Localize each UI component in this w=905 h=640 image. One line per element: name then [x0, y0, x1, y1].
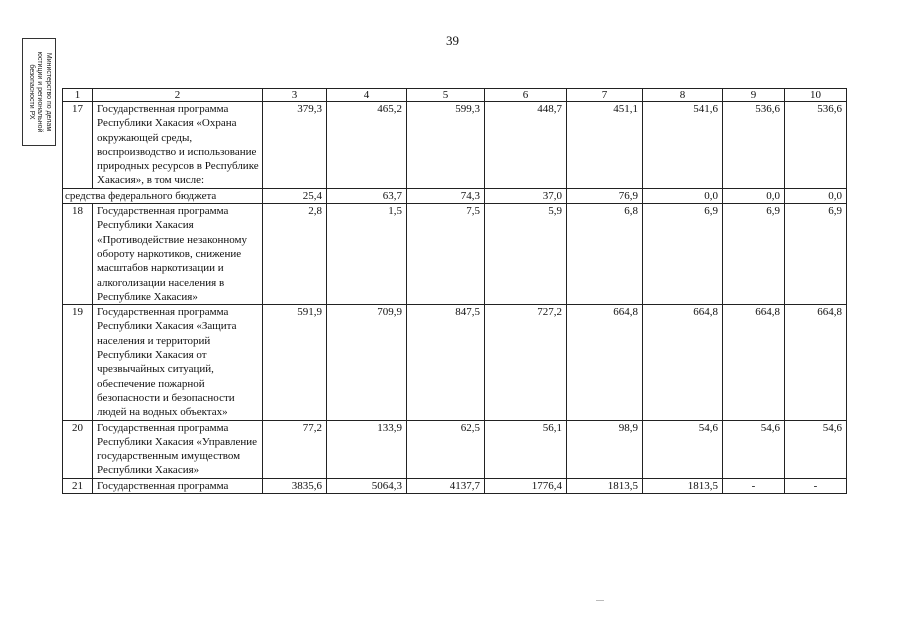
value-cell: 727,2 — [485, 305, 567, 420]
table-row — [63, 478, 847, 493]
value-cell: 1813,5 — [567, 478, 643, 493]
row-number: 17 — [63, 102, 93, 189]
page-number: 39 — [446, 33, 459, 48]
budget-table — [62, 88, 847, 494]
program-name: Государственная программа — [93, 478, 263, 493]
value-cell: 599,3 — [407, 102, 485, 189]
value-cell: 6,8 — [567, 204, 643, 305]
value-cell: 541,6 — [643, 102, 723, 189]
program-name: средства федерального бюджета — [63, 188, 263, 203]
value-cell: 664,8 — [785, 305, 847, 420]
row-number: 18 — [63, 204, 93, 305]
program-name: Государственная программа Республики Хакасия «Защита населения и территорий Республики Хакасия от чрезвычайных ситуаций, обеспечение пожарной безопасности и безопасности людей на водных объектах» — [93, 305, 263, 420]
row-number: 20 — [63, 420, 93, 478]
value-cell: 54,6 — [785, 420, 847, 478]
value-cell: 451,1 — [567, 102, 643, 189]
registration-stamp — [22, 38, 56, 146]
value-cell: 54,6 — [643, 420, 723, 478]
column-header: 1 — [63, 89, 93, 102]
value-cell: 536,6 — [785, 102, 847, 189]
scan-mark — [596, 600, 604, 601]
value-cell: 54,6 — [723, 420, 785, 478]
value-cell: 3835,6 — [263, 478, 327, 493]
column-header: 6 — [485, 89, 567, 102]
header-row — [63, 89, 847, 102]
value-cell: 6,9 — [785, 204, 847, 305]
value-cell: 76,9 — [567, 188, 643, 203]
stamp-text: Министерство по делам юстиции и региональной безопасности РХ — [27, 51, 52, 133]
row-number: 21 — [63, 478, 93, 493]
column-header: 2 — [93, 89, 263, 102]
value-cell: 98,9 — [567, 420, 643, 478]
table-row — [63, 188, 847, 203]
value-cell: 0,0 — [785, 188, 847, 203]
column-header: 9 — [723, 89, 785, 102]
value-cell: 379,3 — [263, 102, 327, 189]
table-row — [63, 305, 847, 420]
value-cell: 847,5 — [407, 305, 485, 420]
value-cell: 465,2 — [327, 102, 407, 189]
value-cell: 0,0 — [723, 188, 785, 203]
column-header: 7 — [567, 89, 643, 102]
value-cell: 63,7 — [327, 188, 407, 203]
value-cell: 536,6 — [723, 102, 785, 189]
column-header: 8 — [643, 89, 723, 102]
value-cell: 5064,3 — [327, 478, 407, 493]
table-row — [63, 102, 847, 189]
value-cell: 133,9 — [327, 420, 407, 478]
value-cell: 74,3 — [407, 188, 485, 203]
value-cell: - — [723, 478, 785, 493]
column-header: 5 — [407, 89, 485, 102]
value-cell: 77,2 — [263, 420, 327, 478]
value-cell: 0,0 — [643, 188, 723, 203]
value-cell: - — [785, 478, 847, 493]
value-cell: 664,8 — [723, 305, 785, 420]
column-header: 10 — [785, 89, 847, 102]
value-cell: 664,8 — [643, 305, 723, 420]
value-cell: 1776,4 — [485, 478, 567, 493]
column-header: 3 — [263, 89, 327, 102]
program-name: Государственная программа Республики Хакасия «Противодействие незаконному обороту наркотиков, снижение масштабов наркотизации и алкоголизации населения в Республике Хакасия» — [93, 204, 263, 305]
value-cell: 709,9 — [327, 305, 407, 420]
table-row — [63, 204, 847, 305]
value-cell: 25,4 — [263, 188, 327, 203]
value-cell: 6,9 — [723, 204, 785, 305]
value-cell: 62,5 — [407, 420, 485, 478]
value-cell: 448,7 — [485, 102, 567, 189]
table-row — [63, 420, 847, 478]
value-cell: 37,0 — [485, 188, 567, 203]
column-header: 4 — [327, 89, 407, 102]
value-cell: 1,5 — [327, 204, 407, 305]
value-cell: 591,9 — [263, 305, 327, 420]
row-number: 19 — [63, 305, 93, 420]
program-name: Государственная программа Республики Хакасия «Охрана окружающей среды, воспроизводство и использование природных ресурсов в Республике Хакасия», в том числе: — [93, 102, 263, 189]
program-name: Государственная программа Республики Хакасия «Управление государственным имуществом Республики Хакасия» — [93, 420, 263, 478]
value-cell: 1813,5 — [643, 478, 723, 493]
value-cell: 2,8 — [263, 204, 327, 305]
value-cell: 5,9 — [485, 204, 567, 305]
value-cell: 6,9 — [643, 204, 723, 305]
value-cell: 664,8 — [567, 305, 643, 420]
value-cell: 56,1 — [485, 420, 567, 478]
value-cell: 4137,7 — [407, 478, 485, 493]
value-cell: 7,5 — [407, 204, 485, 305]
